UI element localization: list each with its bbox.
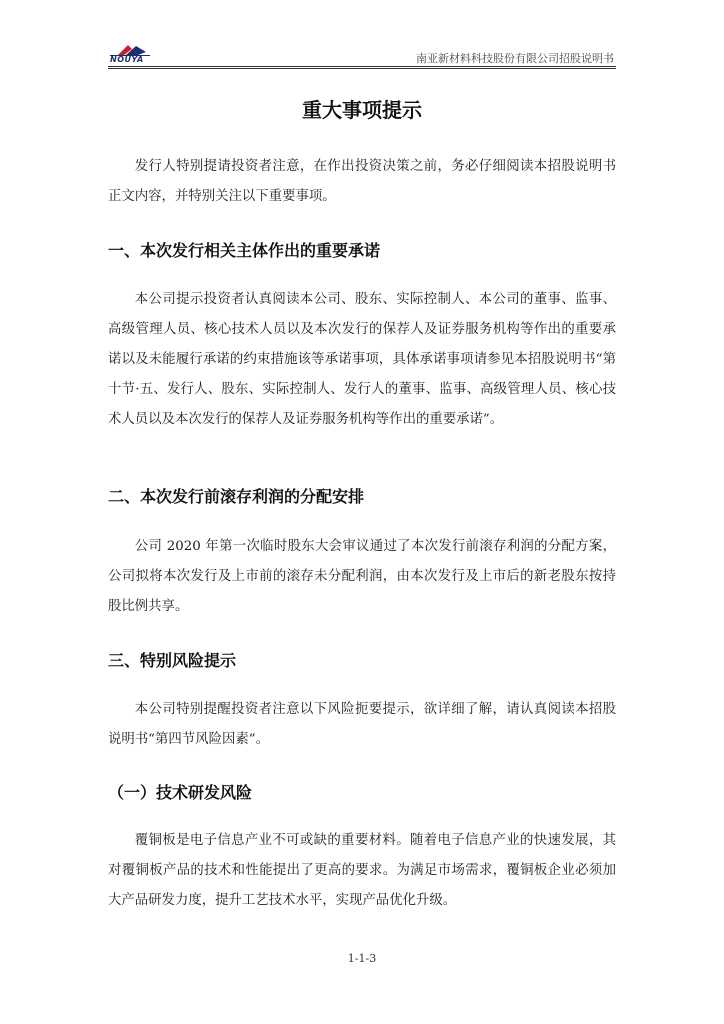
section-heading-commitments: 一、本次发行相关主体作出的重要承诺 — [108, 241, 381, 260]
intro-paragraph: 发行人特别提请投资者注意，在作出投资决策之前，务必仔细阅读本招股说明书正文内容，并特别关注以下重要事项。 — [108, 159, 616, 204]
section-heading-tech-risk: （一）技术研发风险 — [108, 783, 253, 802]
section-heading-profit-distribution: 二、本次发行前滚存利润的分配安排 — [108, 487, 365, 506]
section-body-commitments: 本公司提示投资者认真阅读本公司、股东、实际控制人、本公司的董事、监事、高级管理人员、核心技术人员以及本次发行的保荐人及证券服务机构等作出的重要承诺以及未能履行承诺的约束措施该等承诺事项，具体承诺事项请参见本招股说明书“第十节·五、发行人、股东、实际控制人、发行人的董事、监事、高级管理人员、核心技术人员以及本次发行的保荐人及证券服务机构等作出的重要承诺”。 — [108, 292, 616, 427]
section-body-tech-risk: 覆铜板是电子信息产业不可或缺的重要材料。随着电子信息产业的快速发展，其对覆铜板产品的技术和性能提出了更高的要求。为满足市场需求，覆铜板企业必须加大产品研发力度，提升工艺技术水平，实现产品优化升级。 — [108, 833, 616, 908]
section-body-profit-distribution: 公司 2020 年第一次临时股东大会审议通过了本次发行前滚存利润的分配方案，公司拟将本次发行及上市前的滚存未分配利润，由本次发行及上市后的新老股东按持股比例共享。 — [108, 539, 616, 614]
logo-text: NOUYA — [110, 55, 144, 64]
header-divider — [108, 66, 616, 69]
company-logo — [108, 42, 152, 64]
section-body-risk-notice: 本公司特别提醒投资者注意以下风险扼要提示，欲详细了解，请认真阅读本招股说明书“第四节风险因素”。 — [108, 702, 616, 747]
page-title: 重大事项提示 — [302, 98, 422, 122]
document-title: 南亚新材料科技股份有限公司招股说明书 — [416, 52, 614, 65]
section-heading-risk-notice: 三、特别风险提示 — [108, 651, 237, 670]
page-header — [108, 40, 616, 66]
page-number: 1-1-3 — [347, 952, 377, 965]
